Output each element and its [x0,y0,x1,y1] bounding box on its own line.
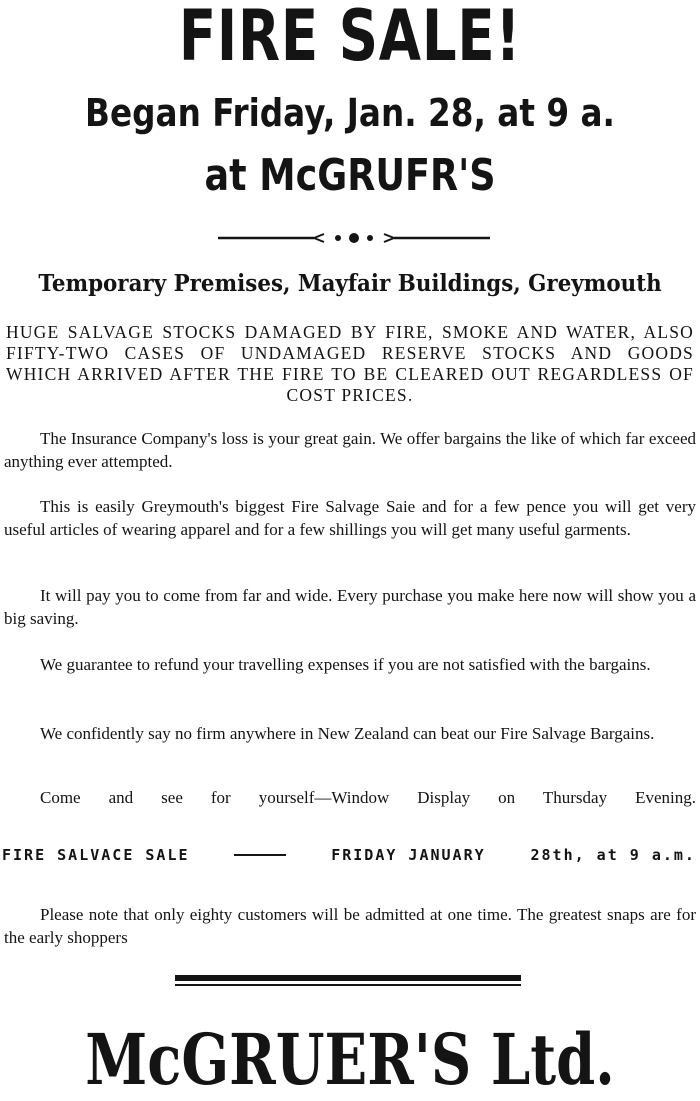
paragraph-refund-guarantee: We guarantee to refund your travelling expenses if you are not satisfied with the bargains. [40,655,651,674]
ornamental-divider-icon [218,228,490,248]
paragraph-no-firm-can-beat: We confidently say no firm anywhere in New Zealand can beat our Fire Salvage Bargains. [40,724,655,743]
announcement-dash [234,854,286,856]
store-name-line: at McGRUFR'S [204,150,496,201]
company-name-footer: McGRUER'S Ltd. [85,1018,615,1101]
sale-start-line: Began Friday, Jan. 28, at 9 a. [85,91,615,135]
sale-date-announcement [2,846,696,864]
paragraph-window-display: Come and see for yourself—Window Display on Thursday Evening. [40,788,696,807]
paragraph-biggest-sale: This is easily Greymouth's biggest Fire Salvage Saie and for a few pence you will get very useful articles of wearing apparel and for a few shillings you will get many useful garments. [4,497,696,539]
double-rule-icon [175,975,521,989]
announcement-day: FRIDAY JANUARY [331,846,486,864]
announcement-sale-name: FIRE SALVACE SALE [2,846,190,864]
premises-address: Temporary Premises, Mayfair Buildings, Greymouth [38,270,662,297]
paragraph-admission-note: Please note that only eighty customers will be admitted at one time. The greatest snaps are for the early shoppers [4,905,696,947]
announcement-date-time: 28th, at 9 a.m. [530,846,696,864]
paragraph-insurance-loss: The Insurance Company's loss is your great gain. We offer bargains the like of which far exceed anything ever attempted. [4,429,696,471]
salvage-stock-notice: HUGE SALVAGE STOCKS DAMAGED BY FIRE, SMOKE AND WATER, ALSO FIFTY-TWO CASES OF UNDAMAGED RESERVE STOCKS AND GOODS WHICH ARRIVED AFTER THE FIRE TO BE CLEARED OUT REGARDLESS OF COST PRICES. [6,322,694,405]
paragraph-come-far-and-wide: It will pay you to come from far and wide. Every purchase you make here now will show you a big saving. [4,586,696,628]
headline-fire-sale: FIRE SALE! [178,0,522,77]
